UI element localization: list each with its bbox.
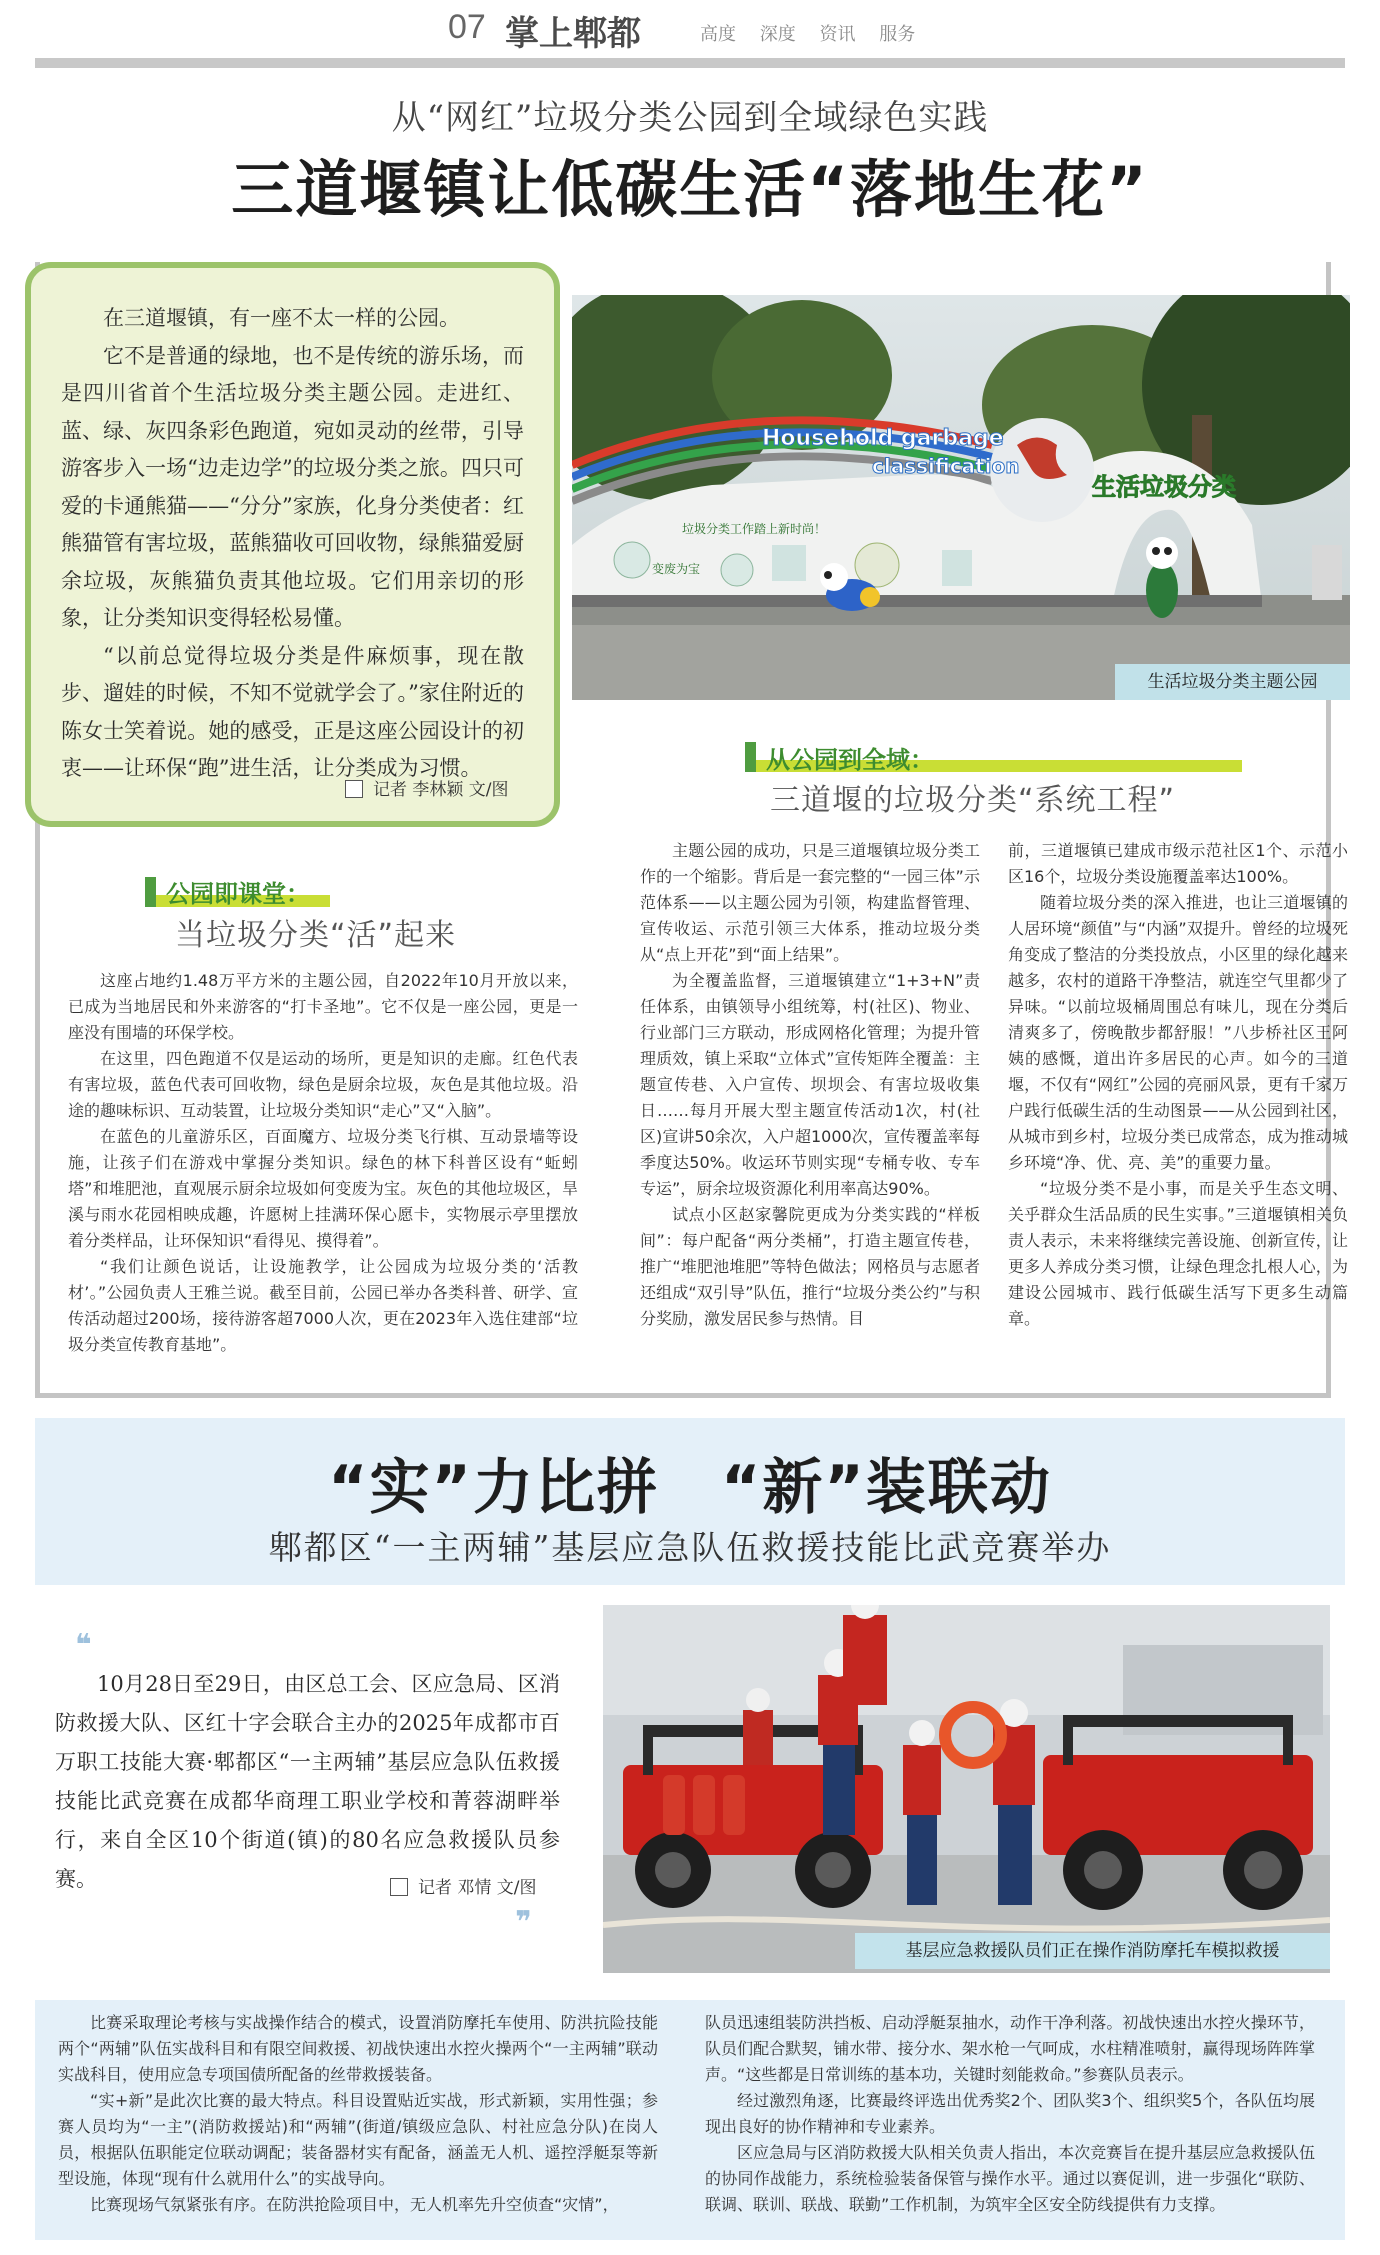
story1-byline [345,775,509,800]
story2-subtitle: 郫都区“一主两辅”基层应急队伍救援技能比武竞赛举办 [268,1528,1112,1567]
story2-lead [55,1665,560,1899]
body-paragraph: 试点小区赵家馨院更成为分类实践的“样板间”：每户配备“两分类桶”，打造主题宣传巷，推广“堆肥池堆肥”等特色做法；网格员与志愿者还组成“双引导”队伍，推行“垃圾分类公约”与积分奖励，激发居民参与热情。目 [640,1205,980,1328]
story1-column-3 [1008,838,1348,1332]
body-paragraph: 为全覆盖监督，三道堰镇建立“1+3+N”责任体系，由镇领导小组统筹，村(社区)、物业、行业部门三方联动，形成网格化管理；为提升管理质效，镇上采取“立体式”宣传矩阵全覆盖：主题宣传巷、入户宣传、坝坝会、有害垃圾收集日……每月开展大型主题宣传活动1次，村(社区)宣讲50余次，入户超1000次，宣传覆盖率每季度达50%。收运环节则实现“专桶专收、专车专运”，厨余垃圾资源化利用率高达90%。 [640,971,980,1198]
lead-paragraph: “以前总觉得垃圾分类是件麻烦事，现在散步、遛娃的时候，不知不觉就学会了。”家住附近的陈女士笑着说。她的感受，正是这座公园设计的初衷——让环保“跑”进生活，让分类成为习惯。 [61,643,524,780]
nav-item: 资讯 [819,24,856,45]
subhead-main: 三道堰的垃圾分类“系统工程” [770,783,1176,818]
photo-caption: 生活垃圾分类主题公园 [1115,664,1350,700]
story1-lead-box [25,262,560,827]
byline-text: 记者 邓情 文/图 [418,1878,537,1898]
story2-title: “实”力比拼 “新”装联动 [328,1453,1052,1523]
story1-column-2 [640,838,980,1332]
subhead-label: 公园即课堂： [166,880,310,908]
story2-byline [390,1873,537,1898]
body-paragraph: “垃圾分类不是小事，而是关乎生态文明、关乎群众生活品质的民生实事。”三道堰镇相关负责人表示，未来将继续完善设施、创新宣传，让更多人养成分类习惯，让绿色理念扎根人心，为建设公园城市、践行低碳生活写下更多生动篇章。 [1008,1179,1348,1328]
story2-column-1 [58,2010,658,2218]
section-name: 掌上郫都 [505,14,641,54]
arch-text: 生活垃圾分类 [1092,473,1236,501]
board-text: 垃圾分类工作踏上新时尚！ [682,522,827,536]
body-paragraph: 比赛采取理论考核与实战操作结合的模式，设置消防摩托车使用、防洪抗险技能两个“两辅”队伍实战科目和有限空间救援、初战快速出水控火操两个“一主两辅”联动实战科目，使用应急专项国债所配备的丝带救援装备。 [58,2013,658,2084]
body-paragraph: 前，三道堰镇已建成市级示范社区1个、示范小区16个，垃圾分类设施覆盖率达100%。 [1008,841,1348,886]
body-paragraph: “我们让颜色说话，让设施教学，让公园成为垃圾分类的‘活教材’。”公园负责人王雅兰说。截至目前，公园已举办各类科普、研学、宣传活动超过200场，接待游客超7000人次，更在2023年入选住建部“垃圾分类宣传教育基地”。 [68,1257,578,1354]
arch-text: classification [872,454,1020,478]
panda-mascot-icon [1146,537,1178,618]
subhead-bar-icon [745,742,756,772]
byline-box-icon [390,1878,408,1896]
rescue-illustration [603,1605,1330,1973]
open-quote-icon: ❛❛ [75,1628,88,1663]
subhead-label: 从公园到全域： [766,746,934,774]
body-paragraph: 随着垃圾分类的深入推进，也让三道堰镇的人居环境“颜值”与“内涵”双提升。曾经的垃圾死角变成了整洁的分类投放点，小区里的绿化越来越多，农村的道路干净整洁，就连空气里都少了异味。“以前垃圾桶周围总有味儿，现在分类后清爽多了，傍晚散步都舒服！”八步桥社区王阿姨的感慨，道出许多居民的心声。如今的三道堰，不仅有“网红”公园的亮丽风景，更有千家万户践行低碳生活的生动图景——从公园到社区，从城市到乡村，垃圾分类已成常态，成为推动城乡环境“净、优、亮、美”的重要力量。 [1008,893,1348,1172]
lead-paragraph: 它不是普通的绿地，也不是传统的游乐场，而是四川省首个生活垃圾分类主题公园。走进红、蓝、绿、灰四条彩色跑道，宛如灵动的丝带，引导游客步入一场“边走边学”的垃圾分类之旅。四只可爱的卡通熊猫——“分分”家族，化身分类使者：红熊猫管有害垃圾，蓝熊猫收可回收物，绿熊猫爱厨余垃圾，灰熊猫负责其他垃圾。它们用亲切的形象，让分类知识变得轻松易懂。 [61,343,524,630]
nav-item: 服务 [879,24,916,45]
body-paragraph: 经过激烈角逐，比赛最终评选出优秀奖2个、团队奖3个、组织奖5个，各队伍均展现出良好的协作精神和专业素养。 [705,2091,1315,2136]
story2-column-2 [705,2010,1315,2218]
lead-paragraph: 10月28日至29日，由区总工会、区应急局、区消防救援大队、区红十字会联合主办的2025年成都市百万职工技能大赛·郫都区“一主两辅”基层应急队伍救援技能比武竞赛在成都华商理工职业学校和菁蓉湖畔举行，来自全区10个街道(镇)的80名应急救援队员参赛。 [55,1672,560,1891]
rescue-photo [603,1605,1330,1973]
lead-paragraph: 在三道堰镇，有一座不太一样的公园。 [103,306,460,330]
rescuer-figure-icon [843,1605,887,1705]
photo-caption: 基层应急救援队员们正在操作消防摩托车模拟救援 [855,1933,1330,1969]
body-paragraph: 主题公园的成功，只是三道堰镇垃圾分类工作的一个缩影。背后是一套完整的“一园三体”示范体系——以主题公园为引领，构建监督管理、宣传收运、示范引领三大体系，推动垃圾分类从“点上开花”到“面上结果”。 [640,841,980,964]
byline-box-icon [345,780,363,798]
subhead-main: 当垃圾分类“活”起来 [175,918,457,953]
park-illustration [572,295,1350,700]
subhead-bar-icon [145,877,156,907]
page-number: 07 [448,8,486,46]
board-text: 变废为宝 [652,562,701,576]
nav-item: 深度 [759,24,796,45]
body-paragraph: 这座占地约1.48万平方米的主题公园，自2022年10月开放以来，已成为当地居民和外来游客的“打卡圣地”。它不仅是一座公园，更是一座没有围墙的环保学校。 [68,971,578,1042]
byline-text: 记者 李林颖 文/图 [373,780,509,800]
body-paragraph: 在蓝色的儿童游乐区，百面魔方、垃圾分类飞行棋、互动景墙等设施，让孩子们在游戏中掌握分类知识。绿色的林下科普区设有“蚯蚓塔”和堆肥池，直观展示厨余垃圾如何变废为宝。灰色的其他垃圾区，旱溪与雨水花园相映成趣，许愿树上挂满环保心愿卡，实物展示亭里摆放着分类样品，让环保知识“看得见、摸得着”。 [68,1127,578,1250]
rescuer-figure-icon [743,1688,773,1765]
close-quote-icon: ❜❜ [515,1905,528,1940]
section-nav [700,20,933,46]
body-paragraph: 区应急局与区消防救援大队相关负责人指出，本次竞赛旨在提升基层应急救援队伍的协同作战能力，系统检验装备保管与操作水平。通过以赛促训，进一步强化“联防、联调、联训、联战、联勤”工作机制，为筑牢全区安全防线提供有力支撑。 [705,2143,1315,2214]
body-paragraph: 队员迅速组装防洪挡板、启动浮艇泵抽水，动作干净利落。初战快速出水控火操环节，队员们配合默契，铺水带、接分水、架水枪一气呵成，水柱精准喷射，赢得现场阵阵掌声。“这些都是日常训练的基本功，关键时刻能救命。”参赛队员表示。 [705,2013,1315,2084]
story1-column-1 [68,968,578,1358]
masthead-rule [35,58,1345,68]
park-photo [572,295,1350,700]
body-paragraph: 比赛现场气氛紧张有序。在防洪抢险项目中，无人机率先升空侦查“灾情”， [90,2195,619,2214]
story1-kicker: 从“网红”垃圾分类公园到全域绿色实践 [391,98,989,138]
arch-text: Household garbage [762,426,1004,451]
rescuer-figure-icon [903,1720,941,1905]
story1-title: 三道堰镇让低碳生活“落地生花” [231,153,1149,226]
body-paragraph: “实+新”是此次比赛的最大特点。科目设置贴近实战，形式新颖，实用性强；参赛人员均为“一主”(消防救援站)和“两辅”(街道/镇级应急队、村社应急分队)在岗人员，根据队伍职能定位联动调配；装备器材实有配备，涵盖无人机、遥控浮艇泵等新型设施，体现“现有什么就用什么”的实战导向。 [58,2091,658,2188]
nav-item: 高度 [700,24,736,45]
body-paragraph: 在这里，四色跑道不仅是运动的场所，更是知识的走廊。红色代表有害垃圾，蓝色代表可回收物，绿色是厨余垃圾，灰色是其他垃圾。沿途的趣味标识、互动装置，让垃圾分类知识“走心”又“入脑”。 [68,1049,578,1120]
